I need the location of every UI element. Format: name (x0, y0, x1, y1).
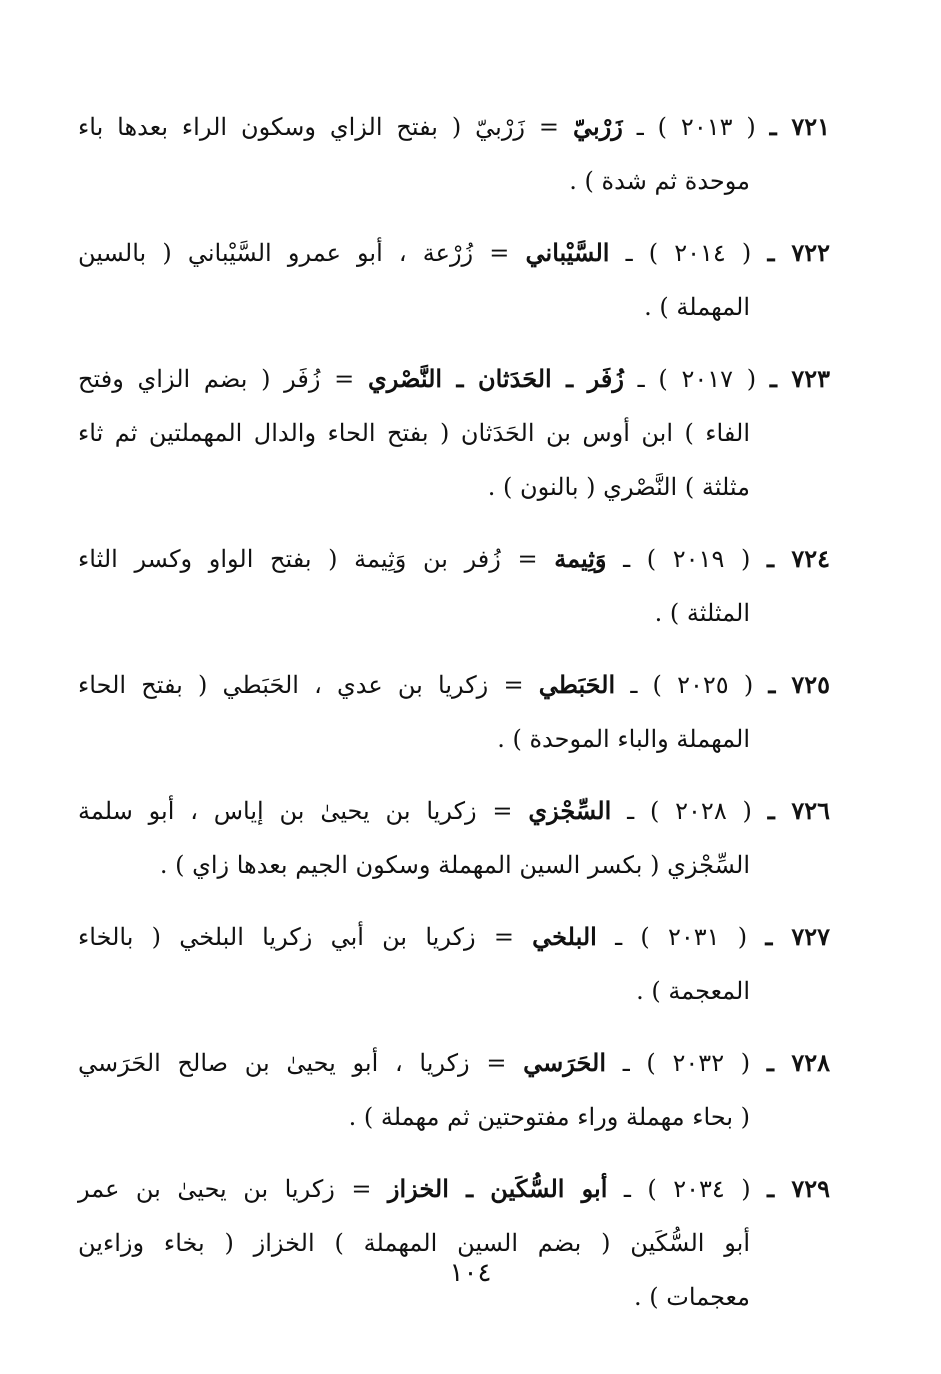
entry-number: ٧٢١ ـ (769, 112, 830, 141)
entry-heading: الحَرَسي (523, 1048, 606, 1077)
entry-heading: زُفَر ـ الحَدَثان ـ النَّصْري (368, 364, 624, 393)
entry-heading: البلخي (532, 922, 597, 951)
entry-724 (78, 532, 830, 640)
entry-number: ٧٢٩ ـ (767, 1174, 830, 1203)
entry-line: المثلثة ) . (654, 599, 750, 627)
entry-line: الفاء ) ابن أوس بن الحَدَثان ( بفتح الحاء والدال المهملتين ثم ثاء (78, 419, 750, 447)
entry-725 (78, 658, 830, 766)
entry-line: المعجمة ) . (636, 977, 750, 1005)
entry-ref: ( ٢٠١٤ ) ـ (625, 239, 752, 267)
entry-first-line (78, 1162, 830, 1216)
entry-line: أبو السُّكَين ( بضم السين المهملة ) الخزاز ( بخاء وزاءين (78, 1229, 751, 1257)
entry-722 (78, 226, 830, 334)
entry-number: ٧٢٣ ـ (769, 364, 830, 393)
entries-list (78, 100, 830, 1342)
entry-723 (78, 352, 830, 514)
entry-text: = زُفَر ( بضم الزاي وفتح (78, 365, 355, 393)
entry-text: = زكريا بن يحيىٰ بن إياس ، أبو سلمة (78, 797, 513, 825)
entry-first-line (78, 1036, 830, 1090)
entry-ref: ( ٢٠٢٨ ) ـ (627, 797, 752, 825)
entry-heading: السِّجْزي (528, 796, 612, 825)
entry-line: المهملة والباء الموحدة ) . (497, 725, 750, 753)
entry-text: = زَرْبيّ ( بفتح الزاي وسكون الراء بعدها باء (78, 113, 560, 141)
entry-726 (78, 784, 830, 892)
entry-text: = زُرْعة ، أبو عمرو السَّيْباني ( بالسين (78, 239, 510, 267)
entry-line: المهملة ) . (644, 293, 750, 321)
entry-ref: ( ٢٠١٧ ) ـ (637, 365, 757, 393)
entry-first-line (78, 910, 830, 964)
entry-first-line (78, 658, 830, 712)
entry-number: ٧٢٤ ـ (766, 544, 830, 573)
entry-729 (78, 1162, 830, 1324)
entry-line: السِّجْزي ( بكسر السين المهملة وسكون الجيم بعدها زاي ) . (159, 851, 750, 879)
entry-line: معجمات ) . (634, 1283, 750, 1311)
page-number: ١٠٤ (449, 1258, 492, 1288)
entry-text: = زكريا بن أبي زكريا البلخي ( بالخاء (78, 923, 514, 951)
entry-line: ( بحاء مهملة وراء مفتوحتين ثم مهملة ) . (348, 1103, 750, 1131)
entry-text: = زكريا بن يحيىٰ بن عمر (78, 1175, 372, 1203)
entry-number: ٧٢٢ ـ (767, 238, 831, 267)
entry-first-line (78, 532, 830, 586)
entry-ref: ( ٢٠١٩ ) ـ (623, 545, 751, 573)
entry-number: ٧٢٧ ـ (765, 922, 830, 951)
entry-line: مثلثة ) النَّصْري ( بالنون ) . (487, 473, 750, 501)
entry-heading: أبو السُّكَين ـ الخزاز (387, 1174, 608, 1203)
entry-first-line (78, 784, 830, 838)
entry-ref: ( ٢٠٢٥ ) ـ (630, 671, 754, 699)
entry-heading: وَثِيمة (554, 544, 607, 573)
entry-727 (78, 910, 830, 1018)
entry-728 (78, 1036, 830, 1144)
entry-text: = زُفر بن وَثِيمة ( بفتح الواو وكسر الثاء (78, 545, 538, 573)
entry-line: موحدة ثم شدة ) . (569, 167, 750, 195)
entry-text: = زكريا ، أبو يحيىٰ بن صالح الحَرَسي (78, 1049, 507, 1077)
entry-first-line (78, 226, 830, 280)
entry-heading: الحَبَطي (538, 670, 616, 699)
entry-text: = زكريا بن عدي ، الحَبَطي ( بفتح الحاء (78, 671, 524, 699)
entry-number: ٧٢٦ ـ (767, 796, 830, 825)
entry-721 (78, 100, 830, 208)
entry-ref: ( ٢٠١٣ ) ـ (636, 113, 756, 141)
entry-first-line (78, 100, 830, 154)
entry-ref: ( ٢٠٣٤ ) ـ (623, 1175, 751, 1203)
entry-ref: ( ٢٠٣١ ) ـ (615, 923, 748, 951)
entry-number: ٧٢٨ ـ (766, 1048, 830, 1077)
entry-number: ٧٢٥ ـ (768, 670, 830, 699)
entry-heading: السَّيْباني (525, 238, 610, 267)
entry-ref: ( ٢٠٣٢ ) ـ (622, 1049, 751, 1077)
entry-first-line (78, 352, 830, 406)
entry-heading: زَرْبيّ (572, 112, 623, 141)
